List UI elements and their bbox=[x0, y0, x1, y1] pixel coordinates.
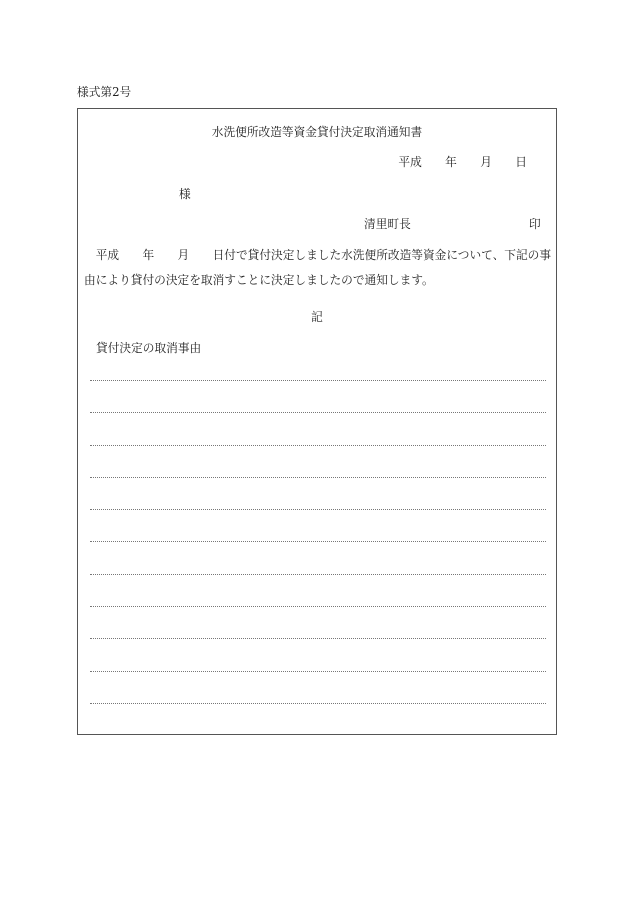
reason-line bbox=[90, 638, 546, 670]
notice-body: 平成 年 月 日付で貸付決定しました水洗便所改造等資金について、下記の事由により貸付の決定を取消すことに決定しましたので通知します。 bbox=[84, 247, 552, 287]
reason-line bbox=[90, 703, 546, 735]
reason-line bbox=[90, 671, 546, 703]
reason-line bbox=[90, 574, 546, 606]
reason-label: 貸付決定の取消事由 bbox=[96, 341, 202, 355]
reason-line bbox=[90, 380, 546, 412]
notice-title: 水洗便所改造等資金貸付決定取消通知書 bbox=[211, 125, 423, 139]
date-line: 平成 年 月 日 bbox=[398, 155, 527, 169]
addressee-suffix: 様 bbox=[179, 187, 191, 201]
reason-lines bbox=[90, 380, 546, 735]
reason-line bbox=[90, 445, 546, 477]
ki-heading: 記 bbox=[311, 310, 323, 324]
reason-line bbox=[90, 606, 546, 638]
reason-line bbox=[90, 477, 546, 509]
form-number: 様式第2号 bbox=[77, 85, 132, 99]
seal-mark: 印 bbox=[529, 217, 541, 231]
issuer-name: 清里町長 bbox=[364, 217, 411, 231]
reason-line bbox=[90, 509, 546, 541]
notice-frame bbox=[77, 108, 557, 735]
reason-line bbox=[90, 412, 546, 444]
reason-line bbox=[90, 541, 546, 573]
